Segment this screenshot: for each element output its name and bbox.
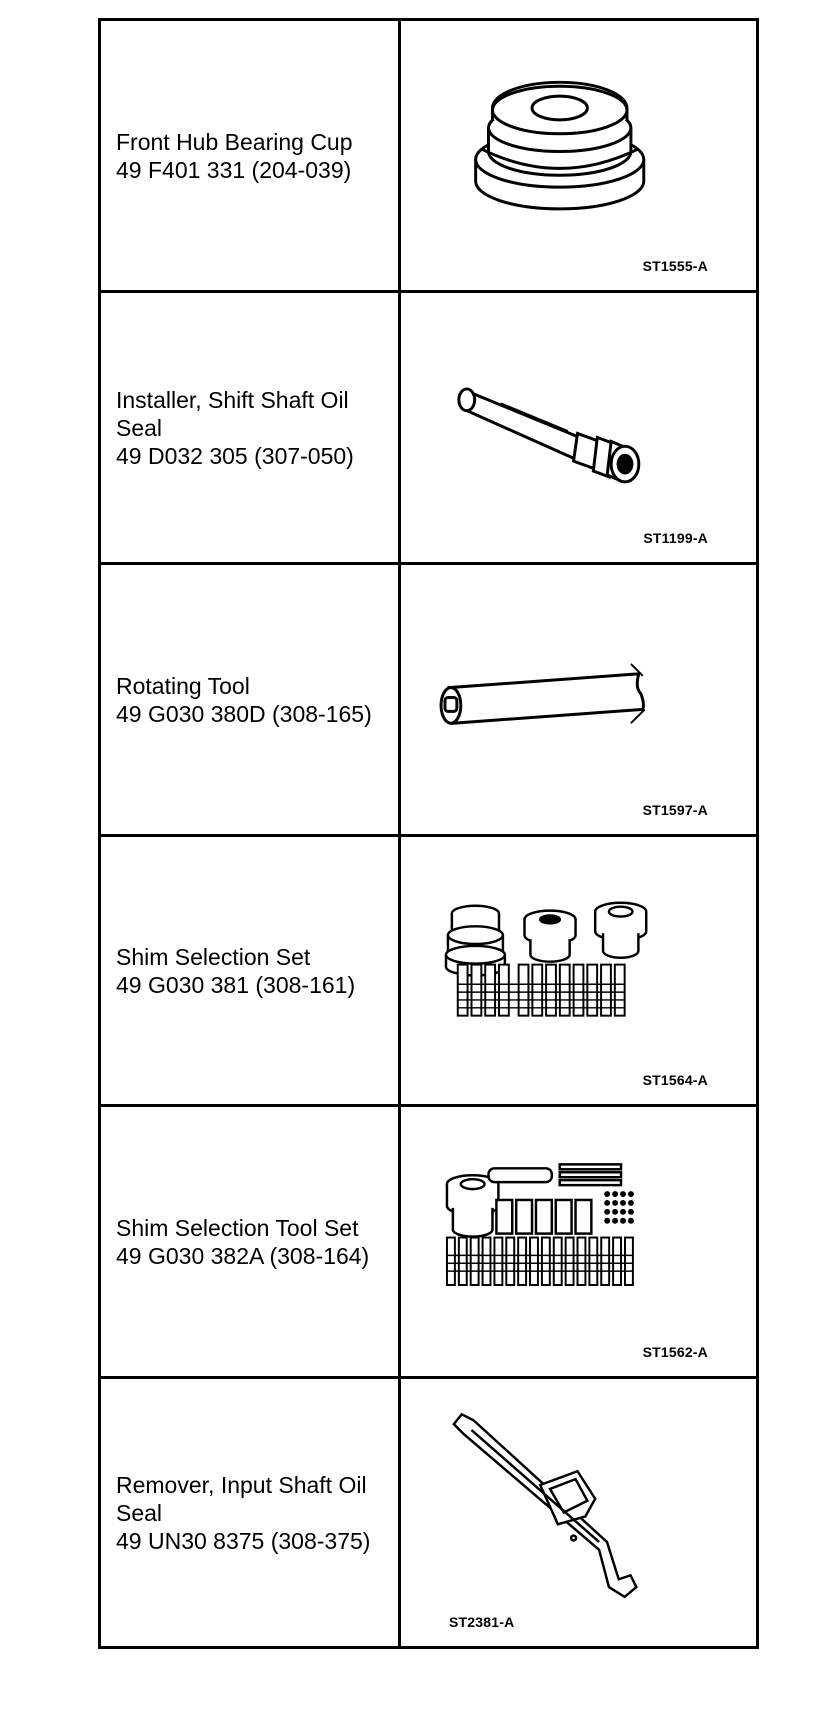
seal-installer-icon [401, 293, 756, 562]
tool-label-cell [100, 564, 400, 836]
tool-image-cell [400, 20, 758, 292]
shim-selection-set-icon [401, 837, 756, 1104]
shim-selection-tool-set-icon [401, 1107, 756, 1376]
tool-name: Remover, Input Shaft Oil Seal [116, 1471, 367, 1526]
tool-label-cell [100, 836, 400, 1106]
figure-reference: ST1199-A [643, 530, 708, 546]
tool-number: 49 G030 382A (308-164) [116, 1242, 370, 1269]
tool-image-cell [400, 836, 758, 1106]
tool-label-cell [100, 20, 400, 292]
tool-name: Shim Selection Tool Set [116, 1214, 359, 1241]
figure-reference: ST1597-A [642, 802, 708, 818]
tool-number: 49 UN30 8375 (308-375) [116, 1527, 371, 1554]
special-tools-table [98, 18, 759, 1649]
figure-reference: ST1564-A [642, 1072, 708, 1088]
tool-image-cell [400, 1378, 758, 1648]
figure-reference: ST1562-A [642, 1344, 708, 1360]
tool-name: Shim Selection Set [116, 943, 311, 970]
seal-remover-icon [401, 1379, 756, 1646]
tool-image-cell [400, 564, 758, 836]
tool-name: Installer, Shift Shaft Oil Seal [116, 386, 349, 441]
tool-number: 49 D032 305 (307-050) [116, 442, 354, 469]
tool-number: 49 G030 381 (308-161) [116, 971, 356, 998]
table-row [100, 564, 758, 836]
table-row [100, 1378, 758, 1648]
tool-label-cell [100, 292, 400, 564]
tool-image-cell [400, 292, 758, 564]
table-row [100, 292, 758, 564]
tool-name: Rotating Tool [116, 672, 250, 699]
tool-number: 49 F401 331 (204-039) [116, 156, 352, 183]
rotating-tool-icon [401, 565, 756, 834]
figure-reference: ST2381-A [449, 1614, 515, 1630]
table-row [100, 1106, 758, 1378]
tool-label-cell [100, 1106, 400, 1378]
bearing-cup-installer-icon [401, 21, 756, 290]
tool-label-cell [100, 1378, 400, 1648]
tool-name: Front Hub Bearing Cup [116, 128, 353, 155]
tool-image-cell [400, 1106, 758, 1378]
table-row [100, 836, 758, 1106]
tool-number: 49 G030 380D (308-165) [116, 700, 372, 727]
table-row [100, 20, 758, 292]
figure-reference: ST1555-A [642, 258, 708, 274]
